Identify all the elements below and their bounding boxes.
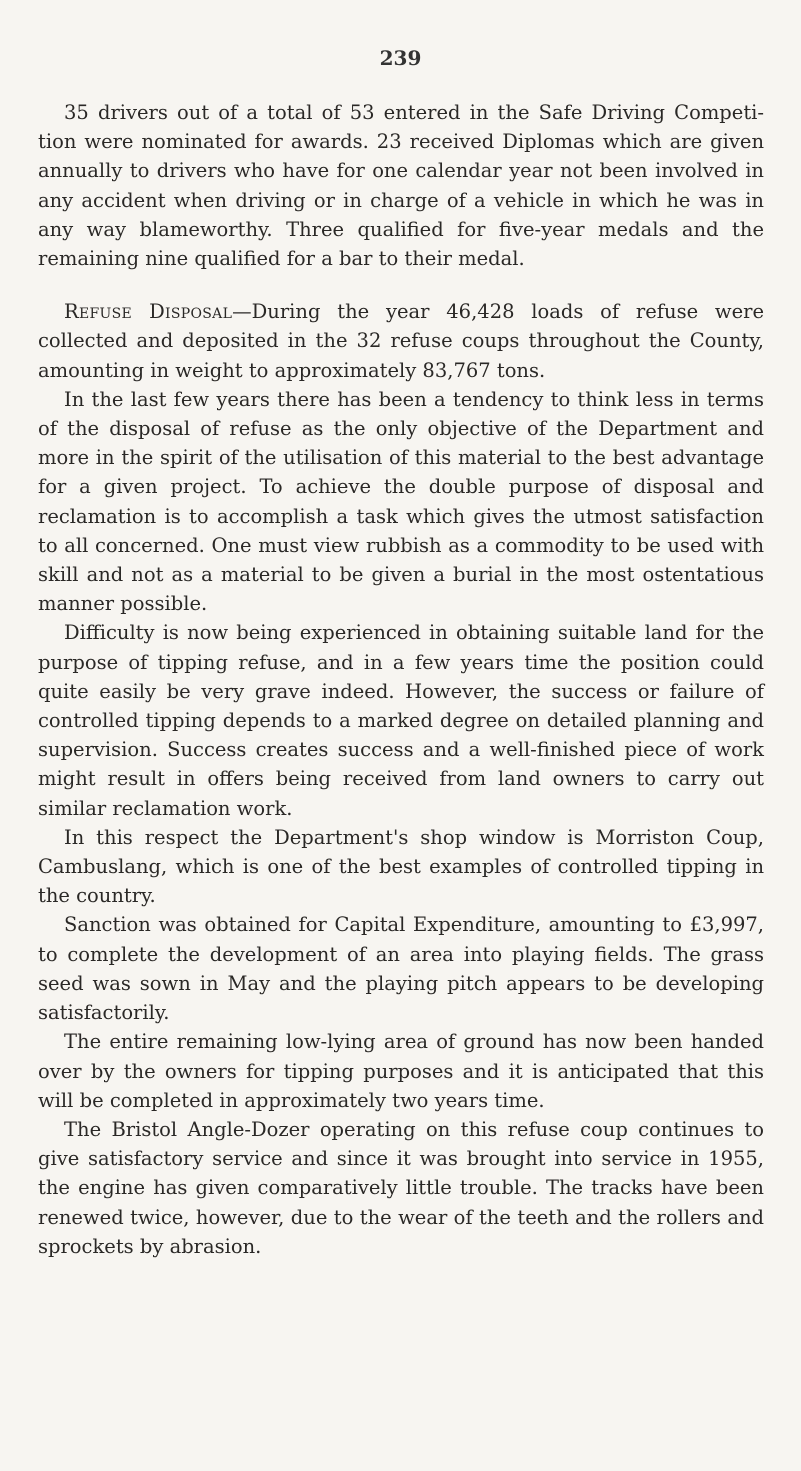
paragraph-safe-driving [38, 98, 764, 273]
paragraph-sanction [38, 910, 764, 1027]
paragraph-refuse-disposal [38, 297, 764, 385]
paragraph-difficulty [38, 618, 764, 822]
paragraph-text: —During the year 46,428 loads of refuse were collected and deposited in the 32 refuse coups throughout the County, amounting in weight to approximately 83,767 tons. [38, 300, 764, 382]
paragraph-utilisation [38, 385, 764, 619]
paragraph-text: Sanction was obtained for Capital Expenditure, amounting to £3,997, to complete the development of an area into playing fields. The grass seed was sown in May and the playing pitch appears to be developing satisfactorily. [38, 913, 764, 1025]
paragraph-text: In the last few years there has been a tendency to think less in terms of the disposal of refuse as the only objective of the Department and more in the spirit of the utilisation of this material to the best advantage for a given project. To achieve the double purpose of disposal and reclamation is to accomplish a task which gives the utmost satisfaction to all concerned. One must view rubbish as a commodity to be used with skill and not as a material to be given a burial in the most ostentatious manner possible. [38, 387, 764, 616]
paragraph-text: In this respect the Department's shop window is Morriston Coup, Cambuslang, which is one of the best examples of controlled tipping in the country. [38, 825, 764, 908]
section-heading-refuse-disposal: Refuse Disposal [64, 300, 233, 324]
paragraph-text: 35 drivers out of a total of 53 entered in the Safe Driving Competi-tion were nominated for awards. 23 received Diplomas which are given annually to drivers who have for one calendar year not been involved in any accident when driving or in charge of a vehicle in which he was in any way blameworthy. Three qualified for five-year medals and the remaining nine qualified for a bar to their medal. [38, 101, 764, 271]
body-text [38, 98, 764, 1261]
paragraph-angle-dozer [38, 1115, 764, 1261]
paragraph-low-lying-area [38, 1027, 764, 1115]
page-number: 239 [379, 46, 422, 70]
paragraph-morriston-coup [38, 823, 764, 911]
paragraph-text: The entire remaining low-lying area of ground has now been handed over by the owners for tipping purposes and it is anticipated that this will be completed in approximately two years time. [38, 1030, 764, 1112]
paragraph-text: Difficulty is now being experienced in obtaining suitable land for the purpose of tipping refuse, and in a few years time the position could quite easily be very grave indeed. However, the success or failure of controlled tipping depends to a marked degree on detailed planning and supervision. Success creates success and a well-finished piece of work might result in offers being received from land owners to carry out similar reclamation work. [38, 621, 764, 820]
paragraph-text: The Bristol Angle-Dozer operating on this refuse coup continues to give satisfactory service and since it was brought into service in 1955, the engine has given comparatively little trouble. The tracks have been renewed twice, however, due to the wear of the teeth and the rollers and sprockets by abrasion. [38, 1117, 764, 1258]
